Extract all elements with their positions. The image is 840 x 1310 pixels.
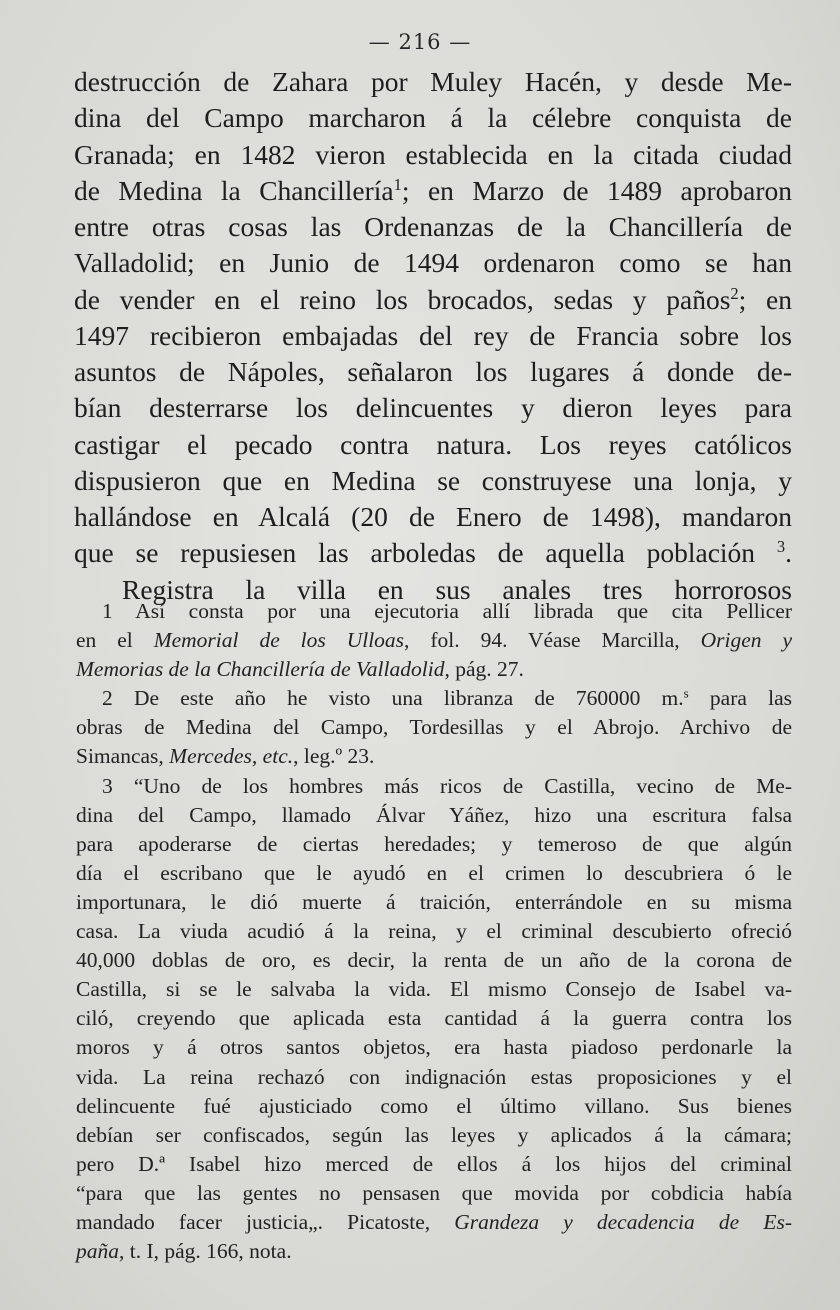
text-segment: mandado facer justicia„. Picatoste,	[76, 1209, 455, 1234]
text-segment: Simancas,	[76, 744, 170, 769]
footnote-ref-1: 1	[393, 174, 402, 194]
main-text	[74, 64, 792, 608]
text-line: dispusieron que en Medina se construyese una lonja, y	[74, 464, 792, 496]
footnote-line: ciló, creyendo que aplicada esta cantidad á la guerra contra los	[76, 1006, 792, 1031]
footnote-line: pero D.ª Isabel hizo merced de ellos á los hijos del criminal	[76, 1151, 792, 1176]
footnote-line: debían ser confiscados, según las leyes y aplicados á la cámara;	[76, 1122, 792, 1147]
footnotes	[76, 597, 792, 1266]
text-segment: , leg.º 23.	[293, 744, 375, 769]
footnote-line: 40,000 doblas de oro, es decir, la renta de un año de la corona de	[76, 948, 792, 973]
footnote-line	[76, 626, 792, 655]
text-line: castigar el pecado contra natura. Los reyes católicos	[74, 428, 792, 460]
text-segment: , t. I, pág. 166, nota.	[119, 1239, 292, 1264]
text-line: dina del Campo marcharon á la célebre conquista de	[74, 102, 792, 134]
footnote-line: 1 Así consta por una ejecutoria allí librada que cita Pellicer	[102, 599, 792, 623]
text-line: asuntos de Nápoles, señalaron los lugares á donde de-	[74, 356, 792, 387]
text-line: entre otras cosas las Ordenanzas de la Chancillería de	[74, 211, 792, 242]
footnote-line	[76, 742, 792, 771]
footnote-line	[76, 655, 792, 684]
footnote-line: día el escribano que le ayudó en el crimen lo descubriera ó le	[76, 860, 792, 885]
text-segment: de Medina la Chancillería	[74, 174, 394, 206]
text-line: Registra la villa en sus anales tres horrorosos	[122, 573, 792, 605]
italic-title: Grandeza y decadencia de Es-	[454, 1209, 792, 1234]
text-line: Valladolid; en Junio de 1494 ordenaron como se han	[74, 247, 792, 279]
italic-title: Memorial de los Ulloas	[153, 628, 405, 653]
text-segment: que se repusiesen las arboledas de aquella población	[74, 537, 756, 569]
footnote-line: “para que las gentes no pensasen que movida por cobdicia había	[76, 1180, 792, 1205]
text-line	[74, 282, 792, 318]
footnote-line: delincuente fué ajusticiado como el último villano. Sus bienes	[76, 1093, 792, 1118]
footnote-line: 3 “Uno de los hombres más ricos de Castilla, vecino de Me-	[102, 773, 792, 798]
footnote-ref-3: 3	[776, 537, 786, 557]
italic-title: paña	[76, 1239, 119, 1264]
footnote-line: vida. La reina rechazó con indignación estas proposiciones y el	[76, 1064, 792, 1089]
text-line	[74, 535, 792, 571]
text-segment: en el	[76, 628, 154, 653]
text-line: 1497 recibieron embajadas del rey de Francia sobre los	[74, 319, 792, 351]
footnote-line	[76, 684, 792, 713]
footnote-line: Castilla, si se le salvaba la vida. El mismo Consejo de Isabel va-	[76, 977, 792, 1002]
page-number: — 216 —	[368, 30, 472, 54]
footnote-line: casa. La viuda acudió á la reina, y el criminal descubierto ofreció	[76, 919, 792, 944]
text-segment: , fol. 94. Véase Marcilla,	[404, 628, 701, 653]
footnote-ref-2: 2	[730, 283, 739, 303]
footnote-line	[76, 1237, 792, 1266]
italic-title: Origen y	[700, 628, 793, 653]
text-segment: ; en Marzo de 1489 aprobaron	[401, 174, 792, 206]
text-line: bían desterrarse los delincuentes y dieron leyes para	[74, 392, 792, 424]
text-line: Granada; en 1482 vieron establecida en la citada ciudad	[74, 138, 792, 170]
footnote-line: para apoderarse de ciertas heredades; y temeroso de que algún	[76, 831, 792, 856]
text-line: hallándose en Alcalá (20 de Enero de 1498), mandaron	[74, 501, 792, 532]
text-segment: .	[785, 537, 792, 569]
text-line	[74, 173, 792, 209]
italic-title: Mercedes, etc.	[169, 744, 294, 769]
text-line: destrucción de Zahara por Muley Hacén, y desde Me-	[74, 66, 792, 97]
text-segment: de vender en el reino los brocados, sedas y paños	[74, 283, 731, 315]
footnote-line	[76, 1208, 792, 1237]
footnote-line: obras de Medina del Campo, Tordesillas y el Abrojo. Archivo de	[76, 715, 792, 740]
footnote-line: dina del Campo, llamado Álvar Yáñez, hizo una escritura falsa	[76, 802, 792, 827]
footnote-line: moros y á otros santos objetos, era hasta piadoso perdonarle la	[76, 1035, 792, 1060]
text-segment: 2 De este año he visto una libranza de 760000 m.	[102, 686, 684, 711]
italic-title: Memorias de la Chancillería de Valladolid	[76, 657, 445, 682]
footnote-line: importunara, le dió muerte á traición, enterrándole en su misma	[76, 889, 792, 914]
superscript: s	[683, 686, 689, 701]
text-segment: para las	[688, 686, 792, 711]
text-segment: ; en	[738, 283, 792, 315]
text-segment: , pág. 27.	[444, 657, 524, 682]
